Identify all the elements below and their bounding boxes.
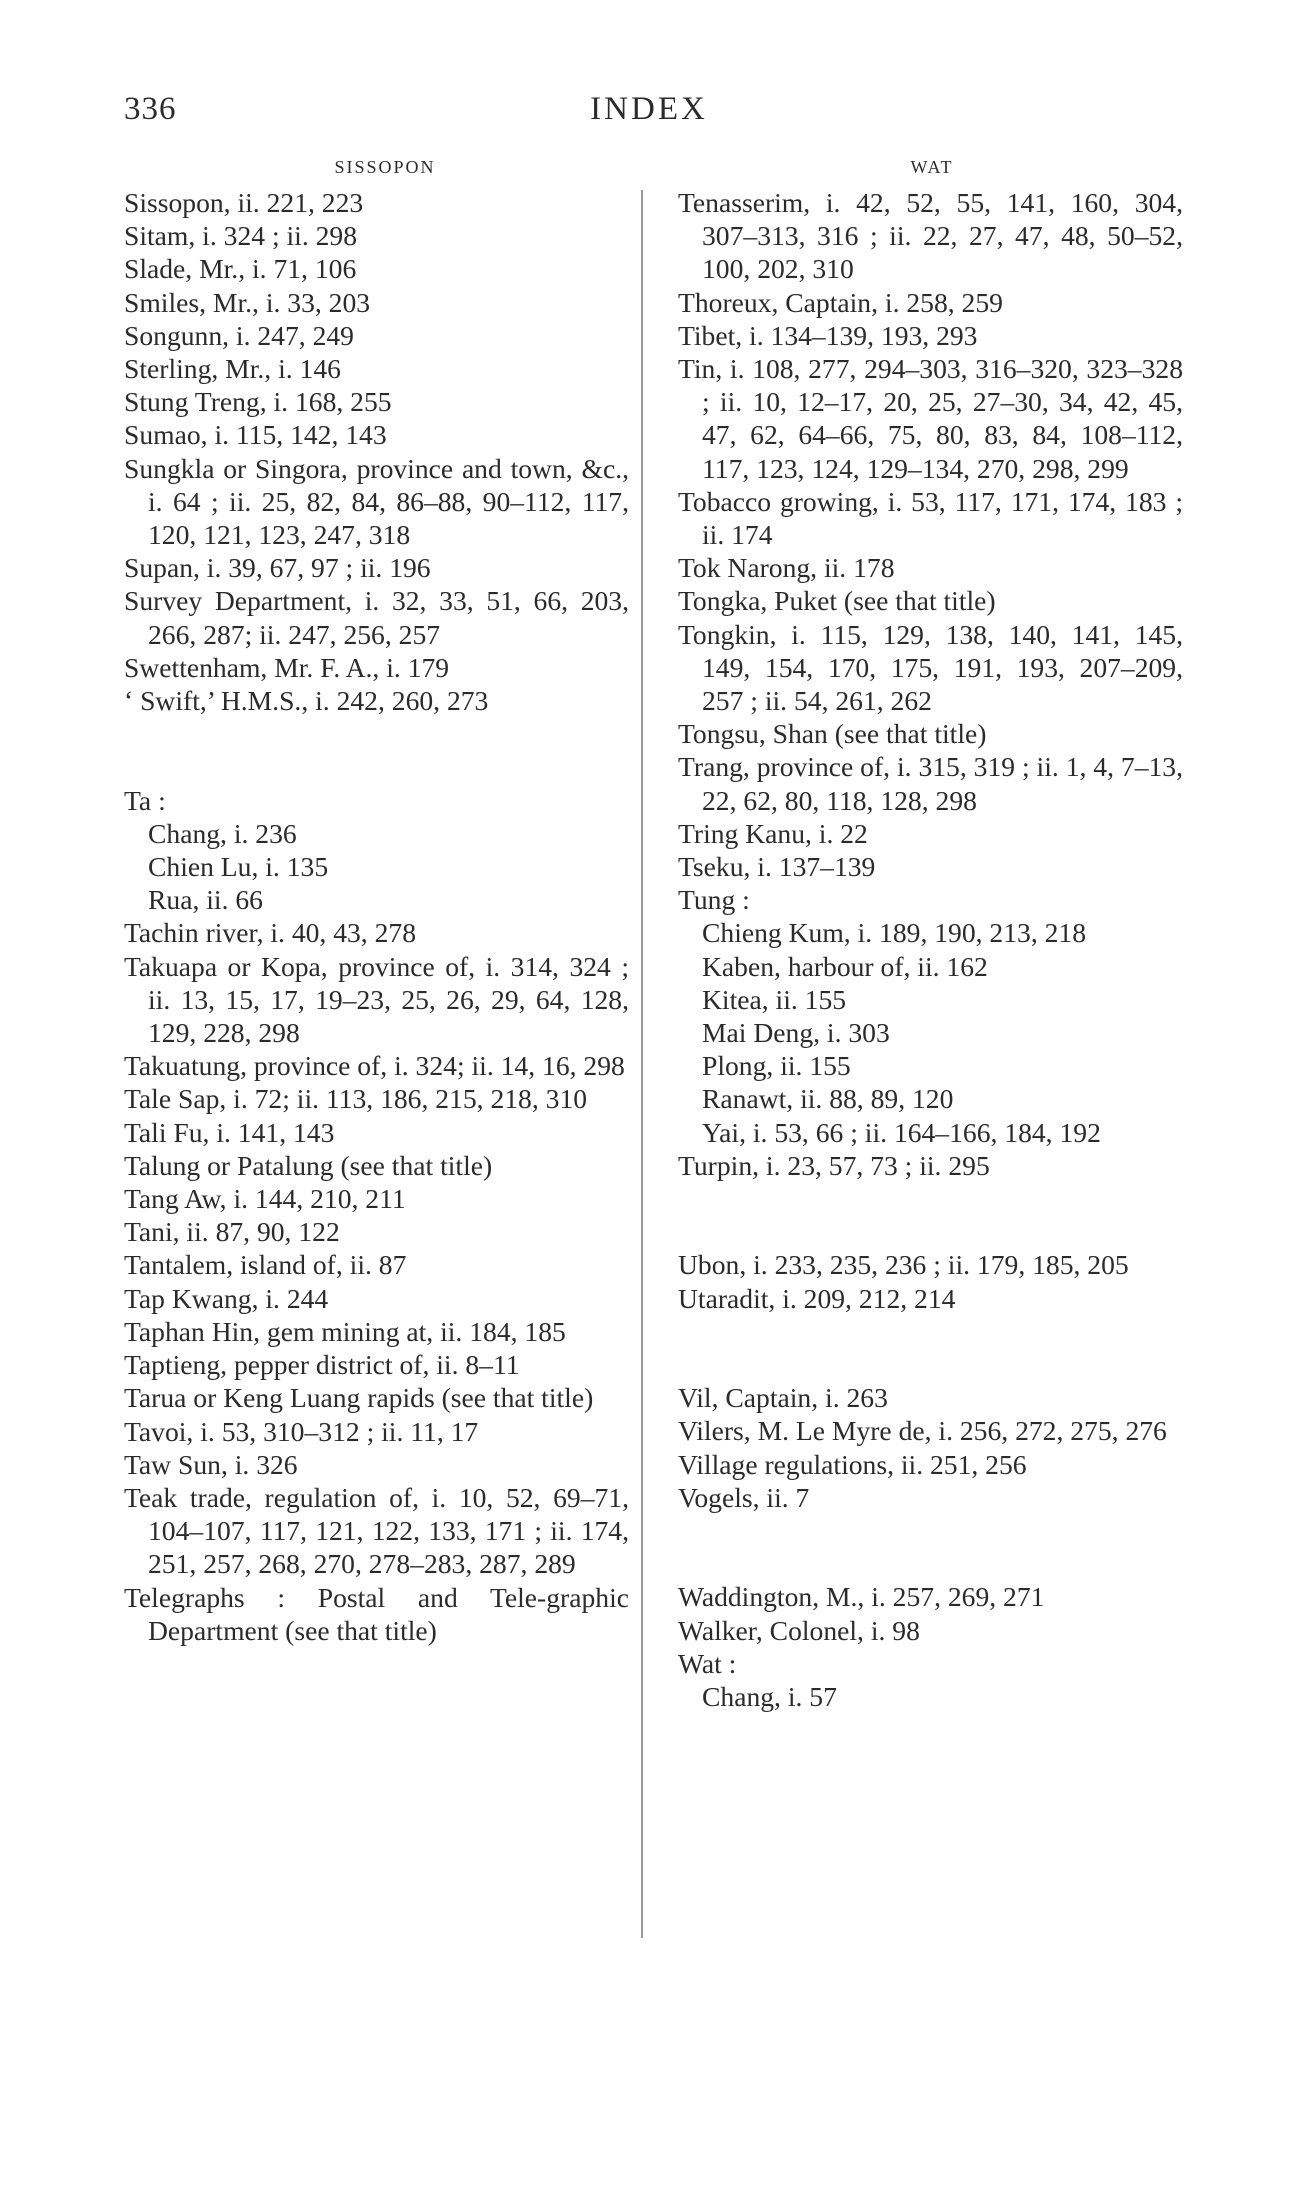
index-sub-entry: Kaben, harbour of, ii. 162	[702, 950, 988, 982]
index-entry: Ubon, i. 233, 235, 236 ; ii. 179, 185, 205	[678, 1249, 1129, 1281]
index-entry: Tang Aw, i. 144, 210, 211	[124, 1183, 406, 1215]
index-entry: Tale Sap, i. 72; ii. 113, 186, 215, 218, 310	[124, 1083, 588, 1115]
index-column-left	[124, 186, 629, 1647]
index-sub-entry: Chang, i. 57	[702, 1681, 837, 1713]
index-entry: Turpin, i. 23, 57, 73 ; ii. 295	[678, 1149, 990, 1181]
index-entry: Teak trade, regulation of, i. 10, 52, 69–71, 104–107, 117, 121, 122, 133, 171 ; ii. 174, 251, 257, 268, 270, 278–283, 287, 289	[124, 1481, 629, 1580]
index-entry: Supan, i. 39, 67, 97 ; ii. 196	[124, 552, 431, 584]
index-entry: Taphan Hin, gem mining at, ii. 184, 185	[124, 1315, 566, 1347]
index-entry: Tali Fu, i. 141, 143	[124, 1116, 335, 1148]
index-entry: Vil, Captain, i. 263	[678, 1382, 888, 1414]
index-entry: Slade, Mr., i. 71, 106	[124, 253, 357, 285]
index-entry: Thoreux, Captain, i. 258, 259	[678, 286, 1003, 318]
index-entry: Tin, i. 108, 277, 294–303, 316–320, 323–328 ; ii. 10, 12–17, 20, 25, 27–30, 34, 42, 45, 47, 62, 64–66, 75, 80, 83, 84, 108–112, 117, 123, 124, 129–134, 270, 298, 299	[678, 353, 1183, 484]
index-entry: Survey Department, i. 32, 33, 51, 66, 203, 266, 287; ii. 247, 256, 257	[124, 585, 629, 650]
index-sub-entry: Chang, i. 236	[148, 817, 297, 849]
index-entry: Utaradit, i. 209, 212, 214	[678, 1282, 956, 1314]
index-entry: Vogels, ii. 7	[678, 1481, 810, 1513]
index-entry: Tongka, Puket (see that title)	[678, 585, 996, 617]
index-entry: Swettenham, Mr. F. A., i. 179	[124, 651, 450, 683]
index-sub-entry: Mai Deng, i. 303	[702, 1017, 890, 1049]
column-divider	[641, 190, 643, 1938]
entry-group	[678, 1248, 1183, 1314]
index-entry: Walker, Colonel, i. 98	[678, 1614, 920, 1646]
index-entry: Tap Kwang, i. 244	[124, 1282, 329, 1314]
index-entry: Sterling, Mr., i. 146	[124, 353, 341, 385]
index-heading-wat: Wat :	[678, 1647, 737, 1679]
index-entry: Trang, province of, i. 315, 319 ; ii. 1, 4, 7–13, 22, 62, 80, 118, 128, 298	[678, 751, 1183, 816]
index-entry: Tachin river, i. 40, 43, 278	[124, 917, 416, 949]
sub-entry-group	[678, 916, 1183, 1148]
index-entry: Sissopon, ii. 221, 223	[124, 187, 364, 218]
index-entry: Village regulations, ii. 251, 256	[678, 1448, 1027, 1480]
index-heading-tung: Tung :	[678, 884, 750, 916]
index-sub-entry: Chieng Kum, i. 189, 190, 213, 218	[702, 917, 1087, 949]
index-sub-entry: Rua, ii. 66	[148, 884, 263, 916]
index-entry: Tarua or Keng Luang rapids (see that title)	[124, 1382, 594, 1414]
index-entry: Tibet, i. 134–139, 193, 293	[678, 319, 978, 351]
index-heading-ta: Ta :	[124, 784, 166, 816]
index-entry: Vilers, M. Le Myre de, i. 256, 272, 275, 276	[678, 1415, 1167, 1447]
index-entry: Takuapa or Kopa, province of, i. 314, 324 ; ii. 13, 15, 17, 19–23, 25, 26, 29, 64, 128, 129, 228, 298	[124, 950, 629, 1049]
index-entry: Tantalem, island of, ii. 87	[124, 1249, 407, 1281]
index-entry: Tongkin, i. 115, 129, 138, 140, 141, 145, 149, 154, 170, 175, 191, 193, 207–209, 257 ; ii. 54, 261, 262	[678, 618, 1183, 717]
guide-word-left: SISSOPON	[334, 157, 436, 177]
index-entry: Tobacco growing, i. 53, 117, 171, 174, 183 ; ii. 174	[678, 485, 1183, 551]
entry-group	[124, 186, 629, 717]
index-entry: Taptieng, pepper district of, ii. 8–11	[124, 1349, 520, 1381]
index-sub-entry: Chien Lu, i. 135	[148, 851, 329, 883]
page-number: 336	[124, 91, 177, 127]
index-entry: Tseku, i. 137–139	[678, 851, 876, 883]
index-sub-entry: Yai, i. 53, 66 ; ii. 164–166, 184, 192	[702, 1116, 1101, 1148]
index-entry: Tok Narong, ii. 178	[678, 552, 895, 584]
index-entry: Sungkla or Singora, province and town, &c., i. 64 ; ii. 25, 82, 84, 86–88, 90–112, 117, 120, 121, 123, 247, 318	[124, 452, 629, 551]
index-sub-entry: Plong, ii. 155	[702, 1050, 851, 1082]
running-title: INDEX	[590, 91, 708, 127]
index-entry: Taw Sun, i. 326	[124, 1448, 298, 1480]
index-entry: Tring Kanu, i. 22	[678, 817, 868, 849]
index-entry: Talung or Patalung (see that title)	[124, 1149, 493, 1181]
index-entry: Songunn, i. 247, 249	[124, 319, 354, 351]
guide-word-right: WAT	[910, 157, 954, 177]
index-entry: ‘ Swift,’ H.M.S., i. 242, 260, 273	[124, 685, 489, 717]
index-entry: Waddington, M., i. 257, 269, 271	[678, 1581, 1045, 1613]
index-entry: Stung Treng, i. 168, 255	[124, 386, 392, 418]
index-entry: Telegraphs : Postal and Tele-graphic Department (see that title)	[124, 1581, 629, 1646]
entry-group	[124, 916, 629, 1646]
index-entry: Tenasserim, i. 42, 52, 55, 141, 160, 304, 307–313, 316 ; ii. 22, 27, 47, 48, 50–52, 100, 202, 310	[678, 187, 1183, 285]
index-entry: Tavoi, i. 53, 310–312 ; ii. 11, 17	[124, 1415, 479, 1447]
index-sub-entry: Ranawt, ii. 88, 89, 120	[702, 1083, 954, 1115]
index-entry: Sumao, i. 115, 142, 143	[124, 419, 387, 451]
entry-group	[678, 1580, 1183, 1646]
index-entry: Smiles, Mr., i. 33, 203	[124, 286, 371, 318]
index-column-right	[678, 186, 1183, 1713]
entry-group	[678, 186, 1183, 883]
index-entry: Sitam, i. 324 ; ii. 298	[124, 220, 358, 252]
sub-entry-group	[678, 1680, 1183, 1713]
index-sub-entry: Kitea, ii. 155	[702, 983, 847, 1015]
index-entry: Tani, ii. 87, 90, 122	[124, 1216, 340, 1248]
index-entry: Tongsu, Shan (see that title)	[678, 718, 987, 750]
entry-group	[678, 1381, 1183, 1514]
sub-entry-group	[124, 817, 629, 917]
index-entry: Takuatung, province of, i. 324; ii. 14, 16, 298	[124, 1050, 625, 1082]
